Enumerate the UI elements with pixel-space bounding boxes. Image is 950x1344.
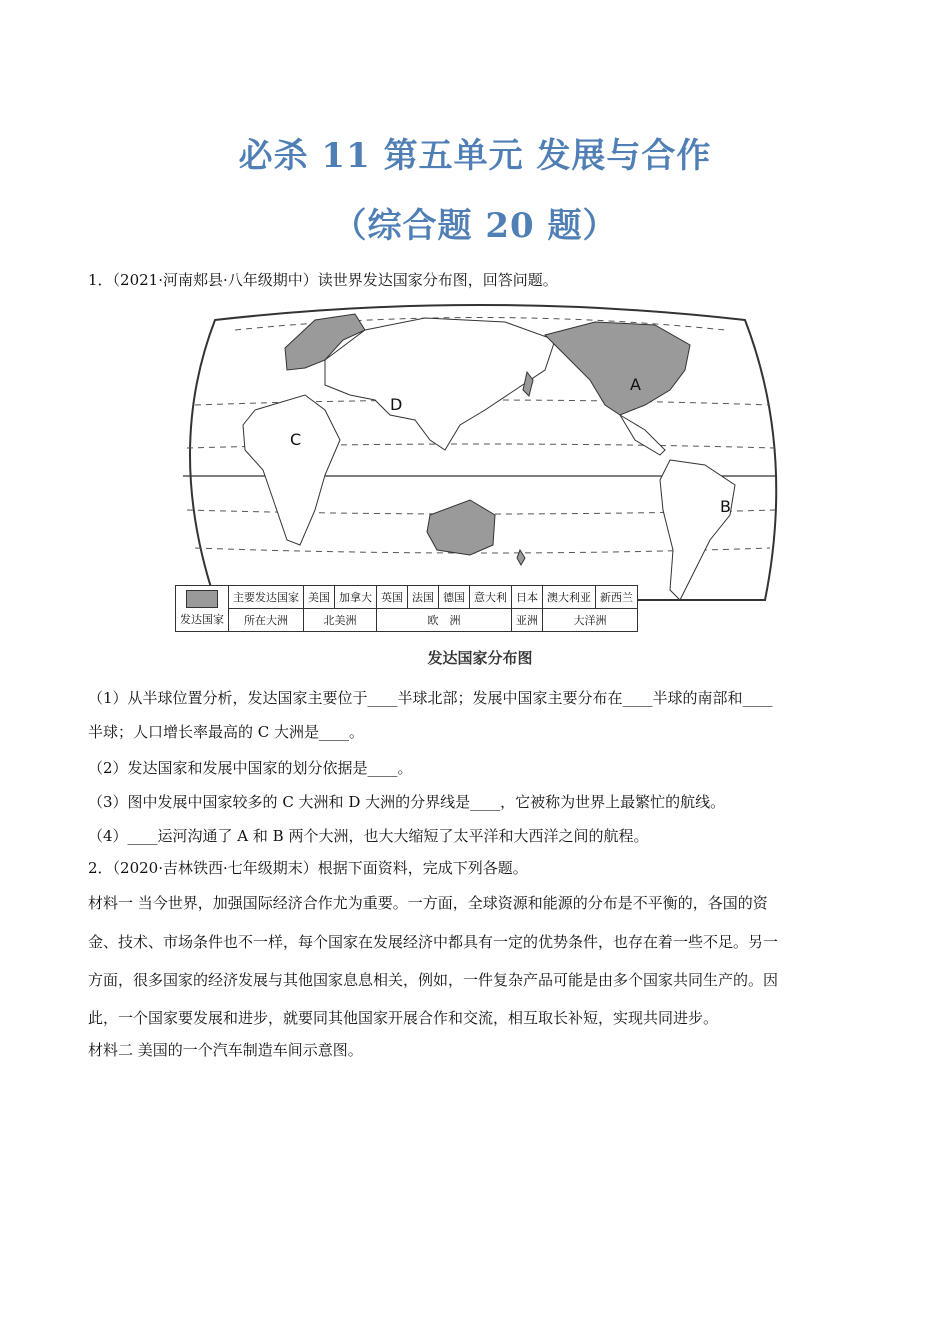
material-1-line3: 方面，很多国家的经济发展与其他国家息息相关，例如，一件复杂产品可能是由多个国家共同生产的。因	[88, 971, 779, 989]
map-caption: 发达国家分布图	[427, 649, 533, 667]
q1-sub4: （4）____运河沟通了 A 和 B 两个大洲，也大大缩短了太平洋和大西洋之间的航程。	[88, 827, 649, 845]
legend-continent: 北美洲	[304, 609, 377, 632]
q1-sub3: （3）图中发展中国家较多的 C 大洲和 D 大洲的分界线是____，它被称为世界上最繁忙的航线。	[88, 793, 726, 811]
label-d: D	[390, 395, 403, 414]
page-title: 必杀 11 第五单元 发展与合作	[238, 136, 712, 176]
legend-continent: 大洋洲	[543, 609, 638, 632]
legend-swatch-cell	[176, 586, 229, 632]
legend-country: 德国	[439, 586, 470, 609]
legend-country: 日本	[512, 586, 543, 609]
legend-country: 美国	[304, 586, 335, 609]
page-subtitle: （综合题 20 题）	[332, 206, 618, 246]
legend-country: 澳大利亚	[543, 586, 596, 609]
legend-continent: 欧 洲	[377, 609, 512, 632]
q1-sub1-line1: （1）从半球位置分析，发达国家主要位于____半球北部；发展中国家主要分布在____半球的南部和____	[88, 689, 773, 707]
legend-country: 英国	[377, 586, 408, 609]
legend-country: 加拿大	[335, 586, 377, 609]
label-c: C	[290, 430, 302, 449]
material-2: 材料二 美国的一个汽车制造车间示意图。	[88, 1041, 363, 1059]
q1-sub1-line2: 半球；人口增长率最高的 C 大洲是____。	[88, 723, 365, 741]
material-1-line4: 此，一个国家要发展和进步，就要同其他国家开展合作和交流，相互取长补短，实现共同进步。	[88, 1009, 719, 1027]
label-a: A	[630, 375, 641, 394]
legend-country: 新西兰	[596, 586, 638, 609]
legend-continent: 亚洲	[512, 609, 543, 632]
legend-header-continent: 所在大洲	[229, 609, 304, 632]
legend-country: 意大利	[470, 586, 512, 609]
question-1-stem: 1．（2021·河南郏县·八年级期中）读世界发达国家分布图，回答问题。	[88, 271, 558, 289]
material-1-line1: 材料一 当今世界，加强国际经济合作尤为重要。一方面，全球资源和能源的分布是不平衡的，各国的资	[88, 894, 768, 912]
q1-sub2: （2）发达国家和发展中国家的划分依据是____。	[88, 759, 413, 777]
legend-header-countries: 主要发达国家	[229, 586, 304, 609]
question-2-stem: 2．（2020·吉林铁西·七年级期末）根据下面资料，完成下列各题。	[88, 859, 528, 877]
label-b: B	[720, 497, 731, 516]
legend-country: 法国	[408, 586, 439, 609]
material-1-line2: 金、技术、市场条件也不一样，每个国家在发展经济中都具有一定的优势条件，也存在着一些不足。另一	[88, 933, 779, 951]
developed-swatch	[186, 590, 218, 608]
map-legend	[175, 585, 638, 632]
legend-row-label: 发达国家	[180, 613, 224, 626]
